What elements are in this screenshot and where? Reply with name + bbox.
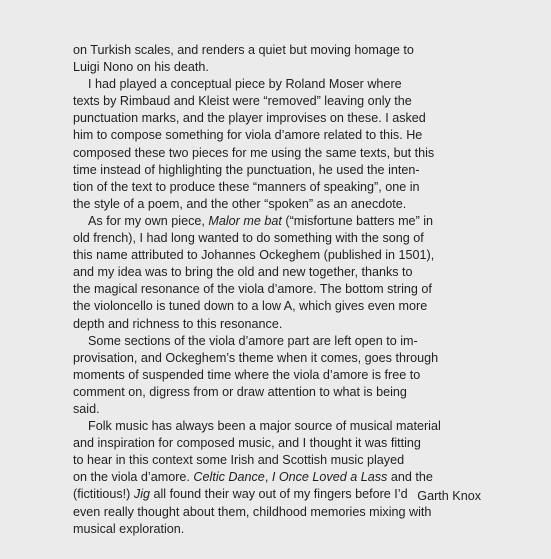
text-line: punctuation marks, and the player improvises on these. I asked [73,111,426,126]
paragraph-2 [73,76,493,213]
work-title-malor-me-bat: Malor me bat [208,213,282,228]
text-line: tion of the text to produce these “manners of speaking”, one in [73,179,420,194]
text-line: Some sections of the viola d’amore part are left open to im- [88,333,418,348]
text-line: old french), I had long wanted to do something with the song of [73,231,424,246]
text-line: the style of a poem, and the other “spoken” as an anecdote. [73,196,407,211]
text-line: and my idea was to bring the old and new together, thanks to [73,265,413,280]
text-line: composed these two pieces for me using the same texts, but this [73,145,435,160]
text-line: Luigi Nono on his death. [73,60,209,75]
text-line: on Turkish scales, and renders a quiet but moving homage to [73,43,414,57]
text-line: musical exploration. [73,521,185,536]
text-segment: on the viola d’amore. [73,470,194,485]
liner-notes-text [73,42,493,538]
text-line: even really thought about them, childhood memories mixing with [73,504,432,519]
text-segment: (“misfortune batters me” in [281,213,434,228]
text-segment: As for my own piece, [88,213,209,228]
paragraph-3 [73,213,493,333]
paragraph-1 [73,42,493,76]
text-line: I had played a conceptual piece by Roland Moser where [88,77,402,92]
text-line: provisation, and Ockeghem’s theme when it comes, goes through [73,350,439,365]
paragraph-5 [73,418,493,538]
text-line: depth and richness to this resonance. [73,316,283,331]
author-signature: Garth Knox [417,489,481,503]
text-segment: (fictitious!) [73,487,134,502]
text-line: moments of suspended time where the viola d’amore is free to [73,367,421,382]
text-line: Folk music has always been a major source of musical material [88,419,441,434]
paragraph-4 [73,333,493,418]
work-title-jig: Jig [133,487,150,502]
text-line: time instead of highlighting the punctuation, he used the inten- [73,162,420,177]
work-title-i-once-loved-a-lass: I Once Loved a Lass [271,470,388,485]
text-line: texts by Rimbaud and Kleist were “removed” leaving only the [73,94,412,109]
text-line [73,213,493,230]
text-segment: all found their way out of my fingers before I’d [150,487,408,502]
text-line: him to compose something for viola d’amore related to this. He [73,128,423,143]
text-segment: and the [387,470,433,485]
text-line [73,469,493,486]
text-line: this name attributed to Johannes Ockeghem (published in 1501), [73,248,435,263]
work-title-celtic-dance: Celtic Dance [193,470,265,485]
text-line: to hear in this context some Irish and Scottish music played [73,453,405,468]
text-line: and inspiration for composed music, and I thought it was fitting [73,436,421,451]
text-line: the violoncello is tuned down to a low A, which gives even more [73,299,428,314]
text-line: said. [73,401,100,416]
text-line: the magical resonance of the viola d’amore. The bottom string of [73,282,432,297]
text-segment: , [264,470,272,485]
text-line: comment on, digress from or draw attention to what is being [73,384,407,399]
